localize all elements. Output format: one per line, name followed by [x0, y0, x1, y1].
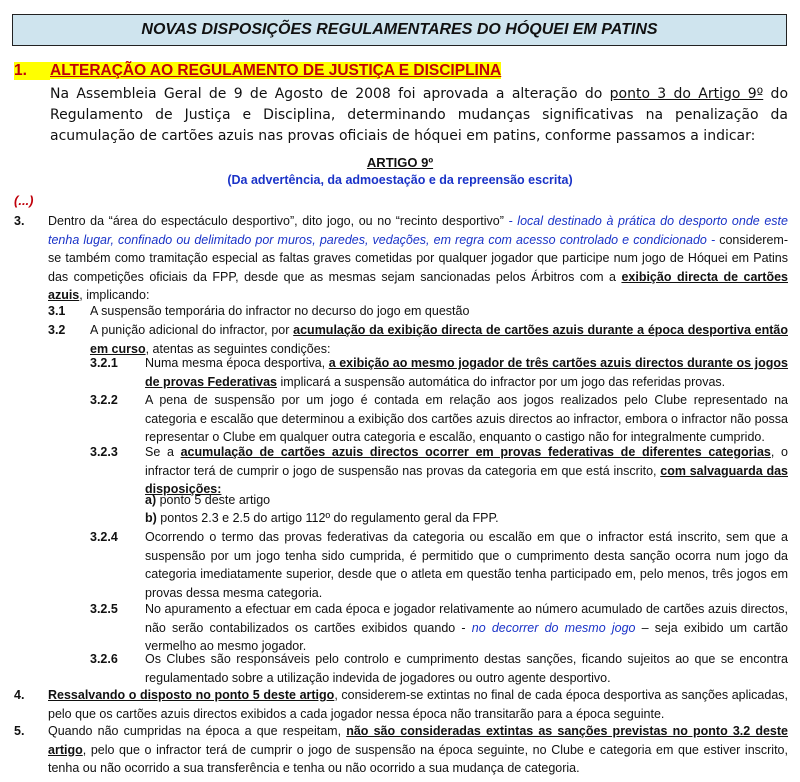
point-4-text	[48, 686, 788, 723]
p323-safeguard: com salvaguarda das disposições:	[145, 463, 788, 496]
point-3-2-4-text: Ocorrendo o termo das provas federativas da categoria ou escalão em que o infractor está inscrito, sem que a suspensão por um jogo tenha sido cumprida, é permitido que o cumprimento desta sanção ocorra num jogo da categoria imediatamente superior, desde que o atleta em questão tenha participado em, pelo menos, três jogos em provas dessa mesma categoria.	[145, 530, 788, 600]
p3-text-e: , implicando:	[79, 288, 150, 302]
point-4-number: 4.	[14, 688, 25, 702]
point-3-2-1-number: 3.2.1	[90, 356, 118, 370]
p323-text-c: , o infractor terá de cumprir o jogo de suspensão nas provas da categoria em que está inscrito,	[145, 445, 788, 478]
p5-text-a: Quando não cumpridas na época a que respeitam,	[48, 724, 347, 738]
intro-paragraph	[50, 84, 788, 147]
p32-emphasis: acumulação da exibição directa de cartões azuis durante a época desportiva então em curso	[90, 323, 788, 356]
point-3-2-number: 3.2	[48, 323, 66, 337]
point-3-number: 3.	[14, 214, 25, 228]
article-title: ARTIGO 9º	[366, 155, 434, 170]
p321-text-c: implicará a suspensão automática do infractor por um jogo das referidas provas.	[277, 374, 726, 389]
p323-emphasis: acumulação de cartões azuis directos ocorrer em provas federativas de diferentes categorias	[180, 445, 771, 459]
point-3-2-2-text: A pena de suspensão por um jogo é contada em relação aos jogos realizados pelo Clube representado na categoria e escalão que determinou a exibição dos cartões azuis directos ao infractor, embora o infractor não possa representar o Clube em qualquer outra categoria e escalão, enquanto o castigo não for integralmente cumprido.	[145, 393, 788, 444]
point-3-1-text: A suspensão temporária do infractor no decurso do jogo em questão	[90, 304, 470, 318]
p4-text-b: , considerem-se extintas no final de cada época desportiva as sanções aplicadas, pelo que os cartões azuis directos exibidos a cada jogador nessa época não transitarão para a época seguinte.	[48, 688, 788, 721]
intro-text-a: Na Assembleia Geral de 9 de Agosto de 2008 foi aprovada a alteração do	[50, 86, 610, 102]
point-3-2-6-number: 3.2.6	[90, 652, 118, 666]
document-banner-title: NOVAS DISPOSIÇÕES REGULAMENTARES DO HÓQUEI EM PATINS	[12, 14, 787, 46]
ellipsis-marker: (...)	[14, 193, 34, 208]
section-title: ALTERAÇÃO AO REGULAMENTO DE JUSTIÇA E DISCIPLINA	[50, 62, 502, 79]
article-header	[0, 155, 800, 187]
intro-article-ref: ponto 3 do Artigo 9º	[609, 86, 764, 102]
point-3-2-text	[90, 321, 788, 358]
p323-text-a: Se a	[145, 445, 181, 459]
item-b-text: pontos 2.3 e 2.5 do artigo 112º do regulamento geral da FPP.	[156, 511, 499, 525]
point-3-2-4-number: 3.2.4	[90, 530, 118, 544]
p321-text-a: Numa mesma época desportiva,	[145, 356, 329, 370]
p321-emphasis: a exibição ao mesmo jogador de três cartões azuis directos durante os jogos de provas Federativas	[145, 356, 788, 389]
point-5-number: 5.	[14, 724, 25, 738]
p325-text-c: – seja exibido um cartão vermelho ao mesmo jogador.	[145, 620, 789, 653]
point-3-1-number: 3.1	[48, 304, 66, 318]
point-3-2-3-number: 3.2.3	[90, 445, 118, 459]
article-subtitle: (Da advertência, da admoestação e da repreensão escrita)	[227, 173, 573, 187]
section-number: 1.	[14, 62, 50, 80]
item-a-letter: a)	[145, 493, 157, 507]
p5-emphasis: não são consideradas extintas as sanções previstas no ponto 3.2 deste artigo	[48, 724, 789, 757]
point-3-2-2-number: 3.2.2	[90, 393, 118, 407]
section-heading	[14, 62, 794, 80]
point-3-text	[48, 212, 788, 305]
p3-text-a: Dentro da “área do espectáculo desportivo”, dito jogo, ou no “recinto desportivo”	[48, 214, 509, 228]
p3-text-c: considerem-se também como tramitação especial as faltas graves cometidas por qualquer jogador que participe num jogo de Hóquei em Patins das competições oficiais da FPP, desde que as mesmas sejam sancionadas pelos Árbitros com a	[48, 232, 789, 284]
point-3-2-3-item-b	[145, 509, 788, 528]
p5-text-c: , pelo que o infractor terá de cumprir o jogo de suspensão na época seguinte, no Clube e categoria em que estiver inscrito, tenha ou não ocorrido a sua transferência e tenha ou não ocorrido a sua mudança de categoria.	[48, 742, 788, 775]
p3-definition: - local destinado à prática do desporto onde este tenha lugar, confinado ou delimitado por muros, paredes, vedações, em regra com acesso controlado e condicionado -	[48, 214, 788, 247]
point-3-2-1-text	[145, 354, 788, 391]
point-3-2-5-number: 3.2.5	[90, 602, 118, 616]
p32-text-a: A punição adicional do infractor, por	[90, 323, 294, 337]
item-b-letter: b)	[145, 511, 157, 525]
p4-emphasis: Ressalvando o disposto no ponto 5 deste artigo	[48, 688, 335, 702]
p3-emphasis: exibição directa de cartões azuis	[48, 269, 788, 302]
p32-text-c: , atentas as seguintes condições:	[145, 341, 331, 356]
p325-text-a: No apuramento a efectuar em cada época e jogador relativamente ao número acumulado de cartões azuis directos, não serão contabilizados os cartões exibidos quando -	[145, 602, 788, 635]
point-3-2-6-text: Os Clubes são responsáveis pelo controlo e cumprimento destas sanções, ficando sujeitos ao que se encontra regulamentado sobre a utilização indevida de jogadores ou outro agente desportivo.	[145, 652, 788, 685]
intro-text-c: do Regulamento de Justiça e Disciplina, determinando mudanças significativas na penalização da acumulação de cartões azuis nas provas oficiais de hóquei em patins, conforme passamos a indicar:	[50, 86, 789, 144]
point-3-2-5-text	[145, 600, 788, 656]
item-a-text: ponto 5 deste artigo	[156, 493, 271, 507]
p325-phrase: no decorrer do mesmo jogo	[471, 620, 636, 635]
point-5-text	[48, 722, 788, 778]
point-3-2-3-item-a	[145, 491, 788, 510]
